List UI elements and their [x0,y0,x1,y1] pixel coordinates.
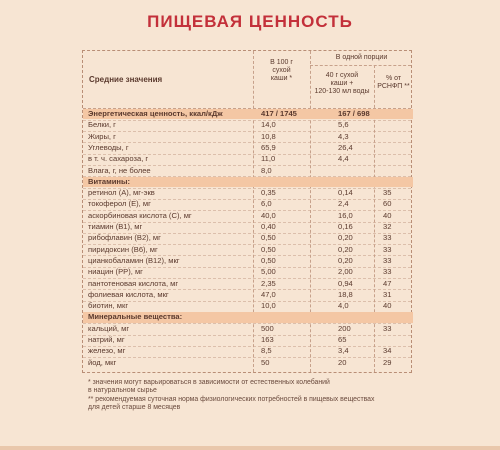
cell-rsnfp: 40 [383,301,392,311]
cell-rsnfp: 31 [383,289,392,299]
cell-portion: 0,20 [338,255,353,265]
cell-portion: 2,4 [338,199,349,209]
cell-per-100g: 5,00 [261,267,276,277]
table-row [83,245,413,255]
table-row [83,324,413,334]
header-portion-line: 40 г сухой [325,72,359,79]
header-rsnfp-line: % от [385,75,402,82]
cell-portion: 167 / 698 [338,109,370,118]
row-label: пиридоксин (В6), мг [88,244,158,254]
cell-rsnfp: 33 [383,323,392,333]
header-rsnfp [374,75,413,91]
table-row [83,346,413,356]
cell-portion: 4,0 [338,301,349,311]
cell-per-100g: 6,0 [261,199,272,209]
cell-portion: 4,3 [338,131,349,141]
cell-portion: 20 [338,357,347,367]
cell-portion: 5,6 [338,120,349,130]
cell-per-100g: 0,40 [261,222,276,231]
cell-per-100g: 40,0 [261,210,276,220]
cell-per-100g: 11,0 [261,154,276,164]
cell-portion: 4,4 [338,154,349,164]
table-row [83,211,413,221]
cell-rsnfp: 32 [383,222,392,231]
header-portion-line: 120-130 мл воды [314,88,370,95]
row-label: натрий, мг [88,335,125,344]
cell-portion: 26,4 [338,142,353,152]
cell-per-100g: 163 [261,335,274,344]
cell-portion: 0,20 [338,244,353,254]
cell-portion: 200 [338,323,351,333]
row-label: рибофлавин (В2), мг [88,233,161,243]
table-row [83,143,413,153]
table-row [83,267,413,277]
footnotes [88,379,418,413]
row-label: пантотеновая кислота, мг [88,278,179,288]
cell-per-100g: 0,35 [261,188,276,198]
header-per-100g-line: каши * [270,75,293,82]
cell-rsnfp: 33 [383,244,392,254]
table-row [83,233,413,243]
cell-per-100g: 50 [261,357,270,367]
page-title: ПИЩЕВАЯ ЦЕННОСТЬ [147,12,353,31]
row-label: ретинол (А), мг-экв [88,188,155,198]
cell-per-100g: 10,8 [261,131,276,141]
cell-rsnfp: 34 [383,346,392,356]
row-label: тиамин (В1), мг [88,222,143,231]
cell-per-100g: 14,0 [261,120,276,130]
cell-rsnfp: 33 [383,233,392,243]
table-row [83,222,413,232]
row-label: кальций, мг [88,323,130,333]
cell-per-100g: 8,5 [261,346,272,356]
footnote-line: в натуральном сырье [88,387,157,395]
cell-per-100g: 417 / 1745 [261,109,297,118]
cell-per-100g: 0,50 [261,244,276,254]
row-label: Энергетическая ценность, ккал/кДж [88,109,223,118]
cell-portion: 2,00 [338,267,353,277]
row-label: железо, мг [88,346,126,356]
row-label: в т. ч. сахароза, г [88,154,149,164]
bottom-edge [0,446,500,450]
table-row [83,335,413,345]
cell-rsnfp: 33 [383,267,392,277]
row-label: ниацин (РР), мг [88,267,143,277]
table-row [83,290,413,300]
table-row [83,301,413,311]
cell-per-100g: 65,9 [261,142,276,152]
row-label: фолиевая кислота, мкг [88,289,169,299]
cell-rsnfp: 33 [383,255,392,265]
footnote-line: ** рекомендуемая суточная норма физиологических потребностей в пищевых веществах [88,395,375,403]
row-label: токоферол (Е), мг [88,199,151,209]
table-row [83,188,413,198]
header-rsnfp-line: РСНФП ** [377,83,410,90]
cell-portion: 0,14 [338,188,353,198]
header-divider [310,65,411,66]
cell-portion: 18,8 [338,289,353,299]
footnote-line: * значения могут варьироваться в зависимости от естественных колебаний [88,379,330,386]
header-portion: В одной порции [335,54,388,61]
footnote-line: для детей старше 8 месяцев [88,404,181,412]
section-row [83,177,413,187]
table-row [83,154,413,164]
table-row [83,166,413,176]
cell-portion: 0,20 [338,233,353,243]
header-per-100g-line: В 100 г [270,59,293,66]
header-per-100g [253,59,310,83]
cell-portion: 3,4 [338,346,349,356]
header-per-100g-line: сухой [272,67,291,74]
table-row [83,120,413,130]
row-label: Минеральные вещества: [88,312,183,322]
row-label: аскорбиновая кислота (С), мг [88,210,192,220]
table-row [83,358,413,368]
cell-per-100g: 0,50 [261,233,276,243]
row-label: биотин, мкг [88,301,129,311]
table-row [83,199,413,209]
section-row [83,312,413,322]
header-portion-line: каши + [330,80,354,87]
header-portion-amount [310,72,374,96]
cell-portion: 65 [338,335,347,344]
row-label: Белки, г [88,120,116,130]
cell-rsnfp: 60 [383,199,392,209]
cell-rsnfp: 29 [383,357,392,367]
table-row [83,279,413,289]
row-label: цианкобаламин (В12), мкг [88,255,180,265]
cell-portion: 0,16 [338,222,353,231]
table-row [83,109,413,119]
row-label: Витамины: [88,176,130,186]
row-label: йод, мкг [88,357,117,367]
cell-per-100g: 10,0 [261,301,276,311]
cell-rsnfp: 40 [383,210,392,220]
cell-rsnfp: 35 [383,188,392,198]
cell-portion: 0,94 [338,278,353,288]
cell-per-100g: 0,50 [261,255,276,265]
cell-per-100g: 47,0 [261,289,276,299]
cell-portion: 16,0 [338,210,353,220]
table-row [83,256,413,266]
cell-per-100g: 8,0 [261,165,272,175]
row-label: Углеводы, г [88,142,129,152]
table-row [83,132,413,142]
cell-rsnfp: 47 [383,278,392,288]
cell-per-100g: 2,35 [261,278,276,288]
cell-per-100g: 500 [261,323,274,333]
nutrition-table [82,50,412,373]
row-label: Жиры, г [88,131,116,141]
row-label: Влага, г, не более [88,165,151,175]
header-average-values: Средние значения [89,75,163,84]
